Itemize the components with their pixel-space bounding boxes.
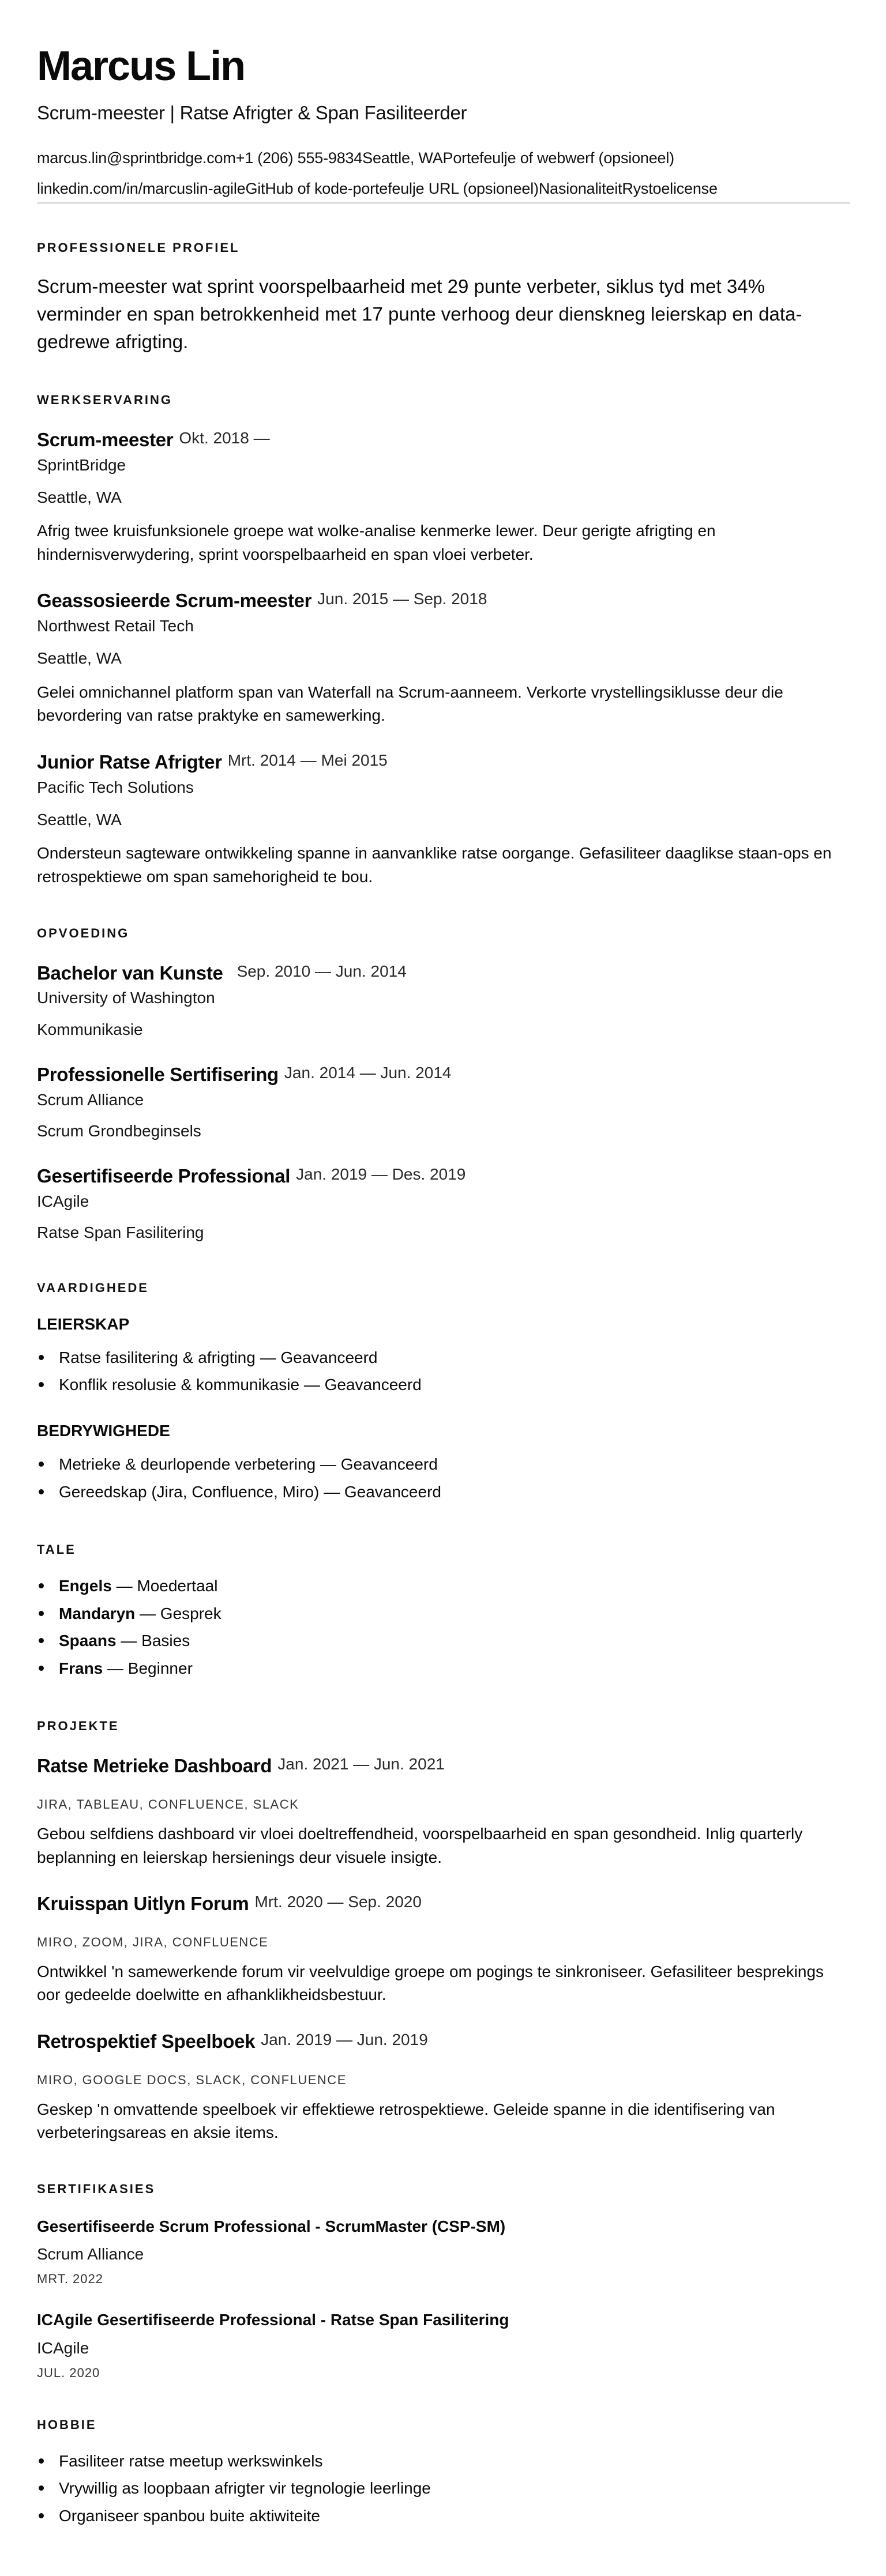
- project-item-head: [37, 1892, 850, 1915]
- project-dates: Jan. 2021 — Jun. 2021: [277, 1755, 445, 1773]
- certification-date: MRT. 2022: [37, 2272, 103, 2287]
- education-field: Scrum Grondbeginsels: [37, 1121, 201, 1140]
- experience-dates: Okt. 2018 —: [179, 428, 270, 447]
- skill-list: [37, 1451, 850, 1505]
- experience-location: Seattle, WA: [37, 811, 122, 829]
- project-dates: Jan. 2019 — Jun. 2019: [261, 2031, 428, 2049]
- experience-location: Seattle, WA: [37, 649, 122, 668]
- certification-name: ICAgile Gesertifiseerde Professional - Ratse Span Fasilitering: [37, 2311, 509, 2329]
- experience-role: Junior Ratse Afrigter: [37, 751, 222, 773]
- experience-role: Scrum-meester: [37, 428, 174, 450]
- contact-linkedin-link[interactable]: linkedin.com/in/marcuslin-agile: [37, 180, 246, 198]
- skill-category-title: LEIERSKAP: [37, 1315, 130, 1333]
- experience-item-head: [37, 428, 850, 451]
- language-level: — Gesprek: [135, 1604, 222, 1622]
- hobby-item: Vrywillig as loopbaan afrigter vir tegnologie leerlinge: [37, 2475, 850, 2502]
- section-title-skills: VAARDIGHEDE: [37, 1280, 149, 1295]
- project-name: Kruisspan Uitlyn Forum: [37, 1893, 249, 1915]
- section-title-certifications: SERTIFIKASIES: [37, 2181, 156, 2196]
- candidate-subtitle: Scrum-meester | Ratse Afrigter & Span Fasiliteerder: [37, 101, 467, 123]
- project-dates: Mrt. 2020 — Sep. 2020: [254, 1893, 422, 1911]
- language-item: [37, 1655, 850, 1682]
- contact-drivers-license: Rystoelicense: [622, 180, 718, 198]
- profile-section: [37, 240, 850, 356]
- experience-item-head: [37, 589, 850, 612]
- education-dates: Jan. 2019 — Des. 2019: [296, 1165, 466, 1184]
- language-item: [37, 1572, 850, 1600]
- skill-item: Gereedskap (Jira, Confluence, Miro) — Geavanceerd: [37, 1478, 850, 1506]
- skill-item: Ratse fasilitering & afrigting — Geavanceerd: [37, 1344, 850, 1372]
- experience-company: Pacific Tech Solutions: [37, 778, 194, 796]
- education-item: [37, 1063, 850, 1142]
- candidate-name: Marcus Lin: [37, 43, 245, 89]
- hobby-list: [37, 2447, 850, 2530]
- education-dates: Sep. 2010 — Jun. 2014: [236, 962, 407, 980]
- language-list: [37, 1572, 850, 1682]
- experience-item: [37, 751, 850, 889]
- section-title-languages: TALE: [37, 1542, 76, 1557]
- education-field: Ratse Span Fasilitering: [37, 1223, 204, 1242]
- language-name: Engels: [59, 1577, 112, 1595]
- language-level: — Beginner: [103, 1659, 193, 1677]
- education-section: [37, 926, 850, 1244]
- project-description: Gebou selfdiens dashboard vir vloei doeltreffendheid, voorspelbaarheid en span gesondheid. Inlig quarterly beplanning en leierskap hersienings deur visuele insigte.: [37, 1825, 803, 1866]
- contact-portfolio-link[interactable]: Portefeulje of webwerf (opsioneel): [442, 149, 674, 167]
- education-item-head: [37, 962, 850, 985]
- experience-item: [37, 589, 850, 728]
- contact-line-primary: [37, 148, 850, 168]
- skill-list: [37, 1344, 850, 1399]
- experience-dates: Jun. 2015 — Sep. 2018: [317, 590, 487, 608]
- language-level: — Basies: [116, 1632, 190, 1650]
- certifications-section: [37, 2182, 850, 2381]
- contact-github-link[interactable]: GitHub of kode-portefeulje URL (opsioneel): [245, 180, 539, 198]
- experience-company: SprintBridge: [37, 455, 126, 474]
- experience-description: Ondersteun sagteware ontwikkeling spanne in aanvanklike ratse oorgange. Gefasiliteer daaglikse staan-ops en retrospektiewe om span samehorigheid te bou.: [37, 844, 832, 886]
- experience-description: Gelei omnichannel platform span van Waterfall na Scrum-aanneem. Verkorte vrystellingsiklusse deur die bevordering van ratse praktyke en samewerking.: [37, 683, 783, 725]
- education-dates: Jan. 2014 — Jun. 2014: [284, 1063, 452, 1082]
- projects-section: [37, 1719, 850, 2144]
- experience-item-head: [37, 751, 850, 774]
- certification-issuer: Scrum Alliance: [37, 2245, 144, 2264]
- experience-section: [37, 393, 850, 889]
- project-description: Geskep 'n omvattende speelboek vir effektiewe retrospektiewe. Geleide spanne in die identifisering van verbeteringsareas en aksie items.: [37, 2100, 775, 2142]
- resume-header: [37, 45, 850, 204]
- skill-item: Konflik resolusie & kommunikasie — Geavanceerd: [37, 1371, 850, 1399]
- education-institution: University of Washington: [37, 989, 215, 1007]
- contact-location: Seattle, WA: [362, 149, 443, 167]
- education-item-head: [37, 1165, 850, 1188]
- skills-section: [37, 1281, 850, 1505]
- project-item: [37, 1754, 850, 1869]
- project-name: Retrospektief Speelboek: [37, 2031, 256, 2052]
- language-level: — Moedertaal: [111, 1577, 218, 1595]
- hobbies-section: [37, 2417, 850, 2530]
- experience-role: Geassosieerde Scrum-meester: [37, 590, 312, 612]
- certification-name: Gesertifiseerde Scrum Professional - ScrumMaster (CSP-SM): [37, 2217, 506, 2235]
- education-degree: Gesertifiseerde Professional: [37, 1165, 291, 1187]
- project-tech: MIRO, GOOGLE DOCS, SLACK, CONFLUENCE: [37, 2072, 347, 2087]
- section-title-profile: PROFESSIONELE PROFIEL: [37, 240, 240, 255]
- experience-dates: Mrt. 2014 — Mei 2015: [227, 751, 388, 770]
- language-item: [37, 1627, 850, 1655]
- education-field: Kommunikasie: [37, 1020, 143, 1038]
- language-item: [37, 1600, 850, 1628]
- project-item: [37, 1892, 850, 2007]
- skill-category-title: BEDRYWIGHEDE: [37, 1421, 170, 1440]
- contact-phone[interactable]: +1 (206) 555-9834: [235, 149, 363, 167]
- experience-description: Afrig twee kruisfunksionele groepe wat wolke-analise kenmerke lewer. Deur gerigte afrigting en hindernisverwydering, sprint voorspelbaarheid en span vloei verbeter.: [37, 522, 716, 563]
- experience-location: Seattle, WA: [37, 488, 122, 506]
- education-degree: Professionelle Sertifisering: [37, 1063, 279, 1085]
- education-item-head: [37, 1063, 850, 1086]
- education-item: [37, 1165, 850, 1243]
- education-institution: ICAgile: [37, 1192, 89, 1210]
- section-title-hobbies: HOBBIE: [37, 2417, 97, 2432]
- language-name: Spaans: [59, 1632, 117, 1650]
- section-title-projects: PROJEKTE: [37, 1719, 119, 1734]
- language-name: Frans: [59, 1659, 103, 1677]
- languages-section: [37, 1542, 850, 1682]
- project-description: Ontwikkel 'n samewerkende forum vir veelvuldige groepe om pogings te sinkroniseer. Gefasiliteer besprekings oor gedeelde doelwitte en afhanklikheidsbestuur.: [37, 1962, 824, 2004]
- profile-summary: Scrum-meester wat sprint voorspelbaarheid met 29 punte verbeter, siklus tyd met 34% verminder en span betrokkenheid met 17 punte verhoog deur dienskneg leierskap en data-gedrewe afrigting.: [37, 276, 802, 353]
- section-title-experience: WERKSERVARING: [37, 392, 172, 407]
- contact-line-secondary: [37, 179, 850, 199]
- certification-date: JUL. 2020: [37, 2365, 100, 2380]
- education-degree: Bachelor van Kunste: [37, 962, 223, 984]
- language-name: Mandaryn: [59, 1604, 136, 1622]
- project-name: Ratse Metrieke Dashboard: [37, 1755, 272, 1777]
- experience-item: [37, 428, 850, 567]
- header-divider: [37, 202, 850, 204]
- certification-item: [37, 2216, 850, 2287]
- contact-email-link[interactable]: marcus.lin@sprintbridge.com: [37, 149, 236, 167]
- contact-nationality: Nasionaliteit: [538, 180, 622, 198]
- section-title-education: OPVOEDING: [37, 925, 130, 940]
- experience-company: Northwest Retail Tech: [37, 617, 194, 635]
- education-institution: Scrum Alliance: [37, 1090, 144, 1109]
- certification-item: [37, 2310, 850, 2380]
- project-tech: JIRA, TABLEAU, CONFLUENCE, SLACK: [37, 1797, 299, 1812]
- hobby-item: Fasiliteer ratse meetup werkswinkels: [37, 2447, 850, 2475]
- skill-item: Metrieke & deurlopende verbetering — Geavanceerd: [37, 1451, 850, 1478]
- project-item: [37, 2030, 850, 2145]
- hobby-item: Organiseer spanbou buite aktiwiteite: [37, 2502, 850, 2530]
- education-item: [37, 962, 850, 1040]
- project-item-head: [37, 2030, 850, 2053]
- project-item-head: [37, 1754, 850, 1777]
- project-tech: MIRO, ZOOM, JIRA, CONFLUENCE: [37, 1934, 269, 1949]
- certification-issuer: ICAgile: [37, 2338, 89, 2357]
